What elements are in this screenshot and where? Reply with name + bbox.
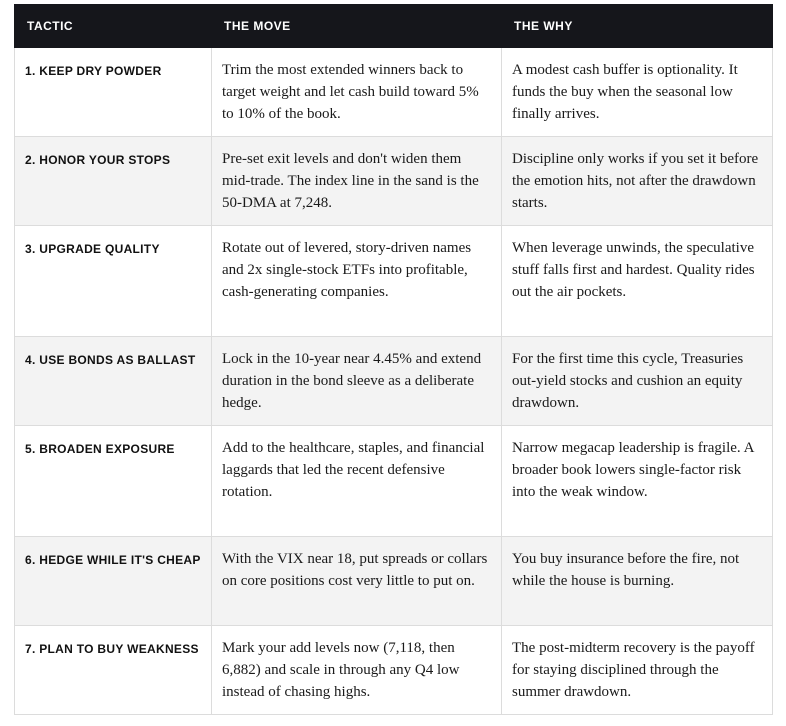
move-cell: Rotate out of levered, story-driven names and 2x single-stock ETFs into profitable, cash-generating companies. [212, 226, 502, 337]
why-cell: For the first time this cycle, Treasuries out-yield stocks and cushion an equity drawdown. [502, 337, 773, 426]
move-cell: Pre-set exit levels and don't widen them mid-trade. The index line in the sand is the 50-DMA at 7,248. [212, 137, 502, 226]
header-tactic: TACTIC [15, 5, 212, 48]
move-cell: Trim the most extended winners back to target weight and let cash build toward 5% to 10% of the book. [212, 48, 502, 137]
move-cell: Lock in the 10-year near 4.45% and extend duration in the bond sleeve as a deliberate hedge. [212, 337, 502, 426]
why-cell: When leverage unwinds, the speculative stuff falls first and hardest. Quality rides out the air pockets. [502, 226, 773, 337]
tactic-cell: 2. HONOR YOUR STOPS [15, 137, 212, 226]
table-row [15, 337, 773, 426]
move-cell: Mark your add levels now (7,118, then 6,882) and scale in through any Q4 low instead of chasing highs. [212, 626, 502, 715]
tactic-cell: 3. UPGRADE QUALITY [15, 226, 212, 337]
table-body [15, 48, 773, 715]
tactic-cell: 7. PLAN TO BUY WEAKNESS [15, 626, 212, 715]
why-cell: The post-midterm recovery is the payoff for staying disciplined through the summer drawdown. [502, 626, 773, 715]
table-header [15, 5, 773, 48]
move-cell: Add to the healthcare, staples, and financial laggards that led the recent defensive rotation. [212, 426, 502, 537]
table-row [15, 537, 773, 626]
table-row [15, 626, 773, 715]
table-row [15, 137, 773, 226]
header-move: THE MOVE [212, 5, 502, 48]
tactic-cell: 5. BROADEN EXPOSURE [15, 426, 212, 537]
why-cell: Narrow megacap leadership is fragile. A broader book lowers single-factor risk into the weak window. [502, 426, 773, 537]
tactic-cell: 1. KEEP DRY POWDER [15, 48, 212, 137]
move-cell: With the VIX near 18, put spreads or collars on core positions cost very little to put on. [212, 537, 502, 626]
tactics-table [14, 4, 773, 715]
why-cell: A modest cash buffer is optionality. It funds the buy when the seasonal low finally arrives. [502, 48, 773, 137]
why-cell: Discipline only works if you set it before the emotion hits, not after the drawdown starts. [502, 137, 773, 226]
tactic-cell: 6. HEDGE WHILE IT'S CHEAP [15, 537, 212, 626]
table-row [15, 226, 773, 337]
tactic-cell: 4. USE BONDS AS BALLAST [15, 337, 212, 426]
table-row [15, 48, 773, 137]
table-row [15, 426, 773, 537]
why-cell: You buy insurance before the fire, not while the house is burning. [502, 537, 773, 626]
header-row [15, 5, 773, 48]
header-why: THE WHY [502, 5, 773, 48]
